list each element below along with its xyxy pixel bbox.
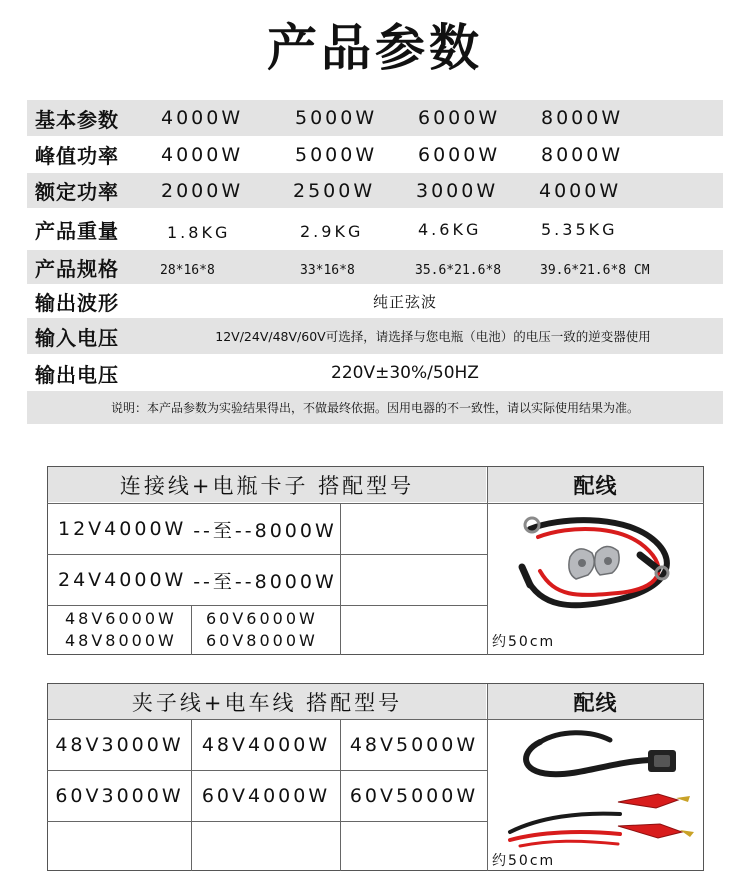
table2-header: 夹子线+电车线 搭配型号 [48, 684, 486, 719]
param-label: 峰值功率 [35, 144, 119, 168]
param-value: 5000W [295, 143, 378, 166]
model-cell: 24V4000W [58, 569, 187, 591]
param-value: 1.8KG [167, 222, 231, 242]
param-row-output-voltage [27, 356, 723, 390]
model-cell: --至--8000W [193, 570, 337, 593]
model-cell-stack [65, 606, 191, 654]
param-label: 输入电压 [35, 325, 119, 350]
param-row-size [27, 250, 723, 284]
table1-header: 连接线+电瓶卡子 搭配型号 [48, 467, 486, 502]
model-cell: 60V4000W [201, 785, 331, 807]
clip-cable-power-cord-image [500, 722, 700, 857]
param-value: 12V/24V/48V/60V可选择，请选择与您电瓶（电池）的电压一致的逆变器使用 [215, 329, 651, 344]
param-value: 8000W [541, 107, 624, 129]
divider [340, 503, 341, 655]
table1-caption: 约50cm [492, 634, 556, 650]
param-label: 额定功率 [35, 180, 119, 204]
param-row-input-voltage [27, 318, 723, 354]
note-text: 说明：本产品参数为实验结果得出，不做最终依据。因用电器的不一致性，请以实际使用结果为准。 [110, 401, 639, 415]
param-value: 5000W [295, 107, 378, 129]
model-cell: 48V3000W [55, 734, 184, 756]
param-value: 纯正弦波 [372, 292, 437, 311]
param-label: 产品重量 [35, 218, 119, 243]
table2-caption: 约50cm [492, 853, 556, 869]
param-value: 4000W [161, 107, 244, 129]
param-note [27, 391, 723, 424]
table2-side-header: 配线 [488, 684, 703, 719]
model-cell: 60V5000W [349, 785, 479, 807]
param-row-basic [27, 100, 723, 136]
param-label: 输出波形 [35, 290, 119, 315]
param-row-peak [27, 137, 723, 172]
param-value: 5.35KG [541, 219, 618, 239]
param-value: 4000W [161, 143, 244, 166]
param-value: 220V±30%/50HZ [331, 363, 479, 383]
param-value: 28*16*8 [160, 262, 215, 278]
divider [47, 821, 487, 822]
divider [487, 467, 488, 655]
param-value: 6000W [418, 143, 501, 166]
param-label: 产品规格 [35, 256, 119, 281]
model-cell: 48V5000W [349, 734, 479, 756]
param-value: 35.6*21.6*8 [415, 262, 502, 278]
model-cell: 48V8000W [65, 631, 177, 650]
param-row-waveform [27, 285, 723, 317]
battery-cable-clamp-image [500, 507, 700, 625]
param-value: 4.6KG [418, 219, 482, 239]
param-row-weight [27, 210, 723, 248]
page-title: 产品参数 [267, 19, 483, 77]
param-value: 6000W [418, 107, 501, 129]
param-value: 8000W [541, 143, 624, 166]
divider [487, 684, 488, 871]
param-value: 2000W [161, 179, 244, 202]
model-cell: 60V8000W [206, 631, 318, 650]
param-value: 4000W [539, 179, 622, 202]
table1-side-header: 配线 [488, 467, 703, 502]
model-cell-stack [206, 606, 340, 654]
model-cell: 48V6000W [65, 609, 177, 628]
model-cell: 60V6000W [206, 609, 318, 628]
param-value: 2.9KG [300, 221, 364, 241]
model-cell: 60V3000W [55, 785, 184, 807]
param-value: 3000W [416, 179, 499, 202]
divider [191, 605, 192, 655]
model-cell: --至--8000W [193, 519, 337, 542]
model-cell: 12V4000W [58, 518, 187, 540]
param-value: 39.6*21.6*8 CM [540, 262, 650, 278]
param-value: 2500W [293, 179, 376, 202]
param-value: 33*16*8 [300, 262, 355, 278]
model-cell: 48V4000W [201, 734, 331, 756]
param-label: 基本参数 [35, 107, 119, 132]
param-row-rated [27, 173, 723, 208]
param-label: 输出电压 [35, 362, 119, 387]
